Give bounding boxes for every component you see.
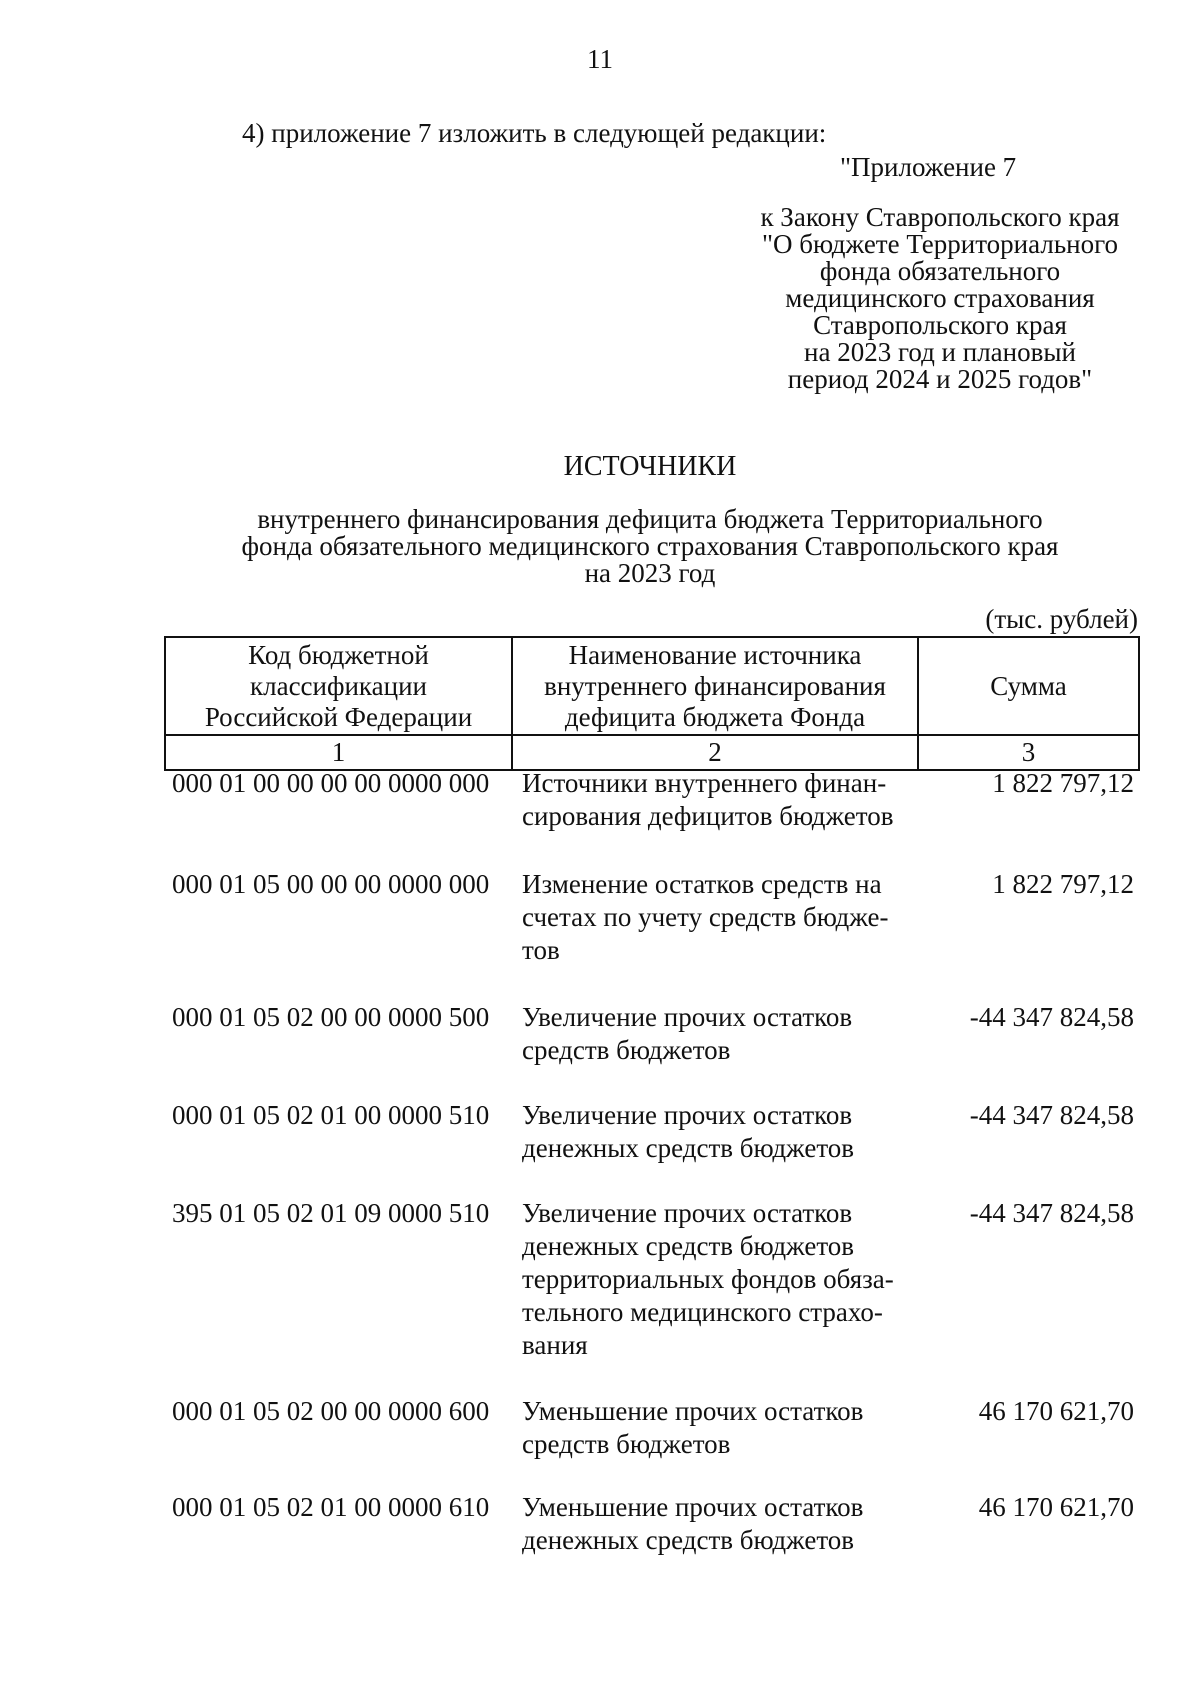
row-sum: 46 170 621,70 — [978, 1396, 1134, 1426]
header-line: Российской Федерации — [204, 701, 473, 732]
header-line: Код бюджетной — [248, 639, 429, 670]
row-sum: 1 822 797,12 — [992, 869, 1134, 899]
row-sum: -44 347 824,58 — [969, 1198, 1134, 1228]
row-name-line: сирования дефицитов бюджетов — [522, 801, 894, 831]
row-name-line: Увеличение прочих остатков — [522, 1100, 853, 1130]
row-name-line: счетах по учету средств бюдже- — [522, 902, 889, 932]
row-name — [522, 1099, 922, 1165]
row-name-line: тельного медицинского страхо- — [522, 1297, 883, 1327]
column-number: 2 — [512, 735, 918, 770]
header-line: классификации — [250, 670, 427, 701]
law-reference — [740, 204, 1140, 393]
law-reference-line: Ставропольского края — [813, 310, 1067, 340]
header-code — [165, 637, 512, 735]
law-reference-line: на 2023 год и плановый — [804, 337, 1076, 367]
law-reference-line: фонда обязательного — [819, 256, 1061, 286]
subtitle-line: на 2023 год — [584, 558, 716, 588]
row-code: 000 01 05 02 01 00 0000 510 — [172, 1100, 490, 1130]
header-line: Сумма — [990, 670, 1067, 701]
row-name — [522, 868, 922, 967]
row-name — [522, 767, 922, 833]
law-reference-line: период 2024 и 2025 годов" — [787, 364, 1093, 394]
row-name-line: Увеличение прочих остатков — [522, 1198, 853, 1228]
law-reference-line: к Закону Ставропольского края — [760, 202, 1120, 232]
subtitle-line: фонда обязательного медицинского страхования Ставропольского края — [241, 531, 1059, 561]
row-name-line: территориальных фондов обяза- — [522, 1264, 894, 1294]
document-subtitle — [180, 506, 1120, 587]
subtitle-line: внутреннего финансирования дефицита бюджета Территориального — [257, 504, 1043, 534]
row-name-line: Уменьшение прочих остатков — [522, 1492, 864, 1522]
row-name-line: тов — [522, 935, 560, 965]
row-name-line: денежных средств бюджетов — [522, 1231, 855, 1261]
row-code: 000 01 00 00 00 00 0000 000 — [172, 768, 490, 798]
amendment-text: 4) приложение 7 изложить в следующей редакции: — [242, 118, 827, 148]
row-code: 395 01 05 02 01 09 0000 510 — [172, 1198, 490, 1228]
law-reference-line: медицинского страхования — [785, 283, 1095, 313]
row-name-line: средств бюджетов — [522, 1035, 731, 1065]
page-number: 11 — [587, 44, 613, 74]
law-reference-line: "О бюджете Территориального — [761, 229, 1118, 259]
row-sum: 1 822 797,12 — [992, 768, 1134, 798]
table-header — [164, 636, 1140, 771]
header-line: дефицита бюджета Фонда — [564, 701, 866, 732]
header-line: внутреннего финансирования — [544, 670, 886, 701]
row-name-line: средств бюджетов — [522, 1429, 731, 1459]
row-name — [522, 1491, 922, 1557]
row-name — [522, 1395, 922, 1461]
row-code: 000 01 05 02 01 00 0000 610 — [172, 1492, 490, 1522]
row-name-line: денежных средств бюджетов — [522, 1133, 855, 1163]
column-number: 3 — [918, 735, 1139, 770]
row-name-line: Изменение остатков средств на — [522, 869, 882, 899]
row-name-line: денежных средств бюджетов — [522, 1525, 855, 1555]
row-code: 000 01 05 02 00 00 0000 600 — [172, 1396, 490, 1426]
header-name — [512, 637, 918, 735]
row-name-line: Увеличение прочих остатков — [522, 1002, 853, 1032]
document-title: ИСТОЧНИКИ — [563, 451, 737, 482]
column-number: 1 — [165, 735, 512, 770]
units-label: (тыс. рублей) — [985, 604, 1138, 634]
row-code: 000 01 05 02 00 00 0000 500 — [172, 1002, 490, 1032]
row-name-line: вания — [522, 1330, 588, 1360]
header-sum — [918, 637, 1139, 735]
row-name-line: Источники внутреннего финан- — [522, 768, 887, 798]
row-name — [522, 1001, 922, 1067]
appendix-label: "Приложение 7 — [840, 152, 1017, 182]
row-sum: -44 347 824,58 — [969, 1002, 1134, 1032]
header-line: Наименование источника — [568, 639, 862, 670]
row-sum: -44 347 824,58 — [969, 1100, 1134, 1130]
row-sum: 46 170 621,70 — [978, 1492, 1134, 1522]
row-name — [522, 1197, 922, 1362]
row-name-line: Уменьшение прочих остатков — [522, 1396, 864, 1426]
row-code: 000 01 05 00 00 00 0000 000 — [172, 869, 490, 899]
